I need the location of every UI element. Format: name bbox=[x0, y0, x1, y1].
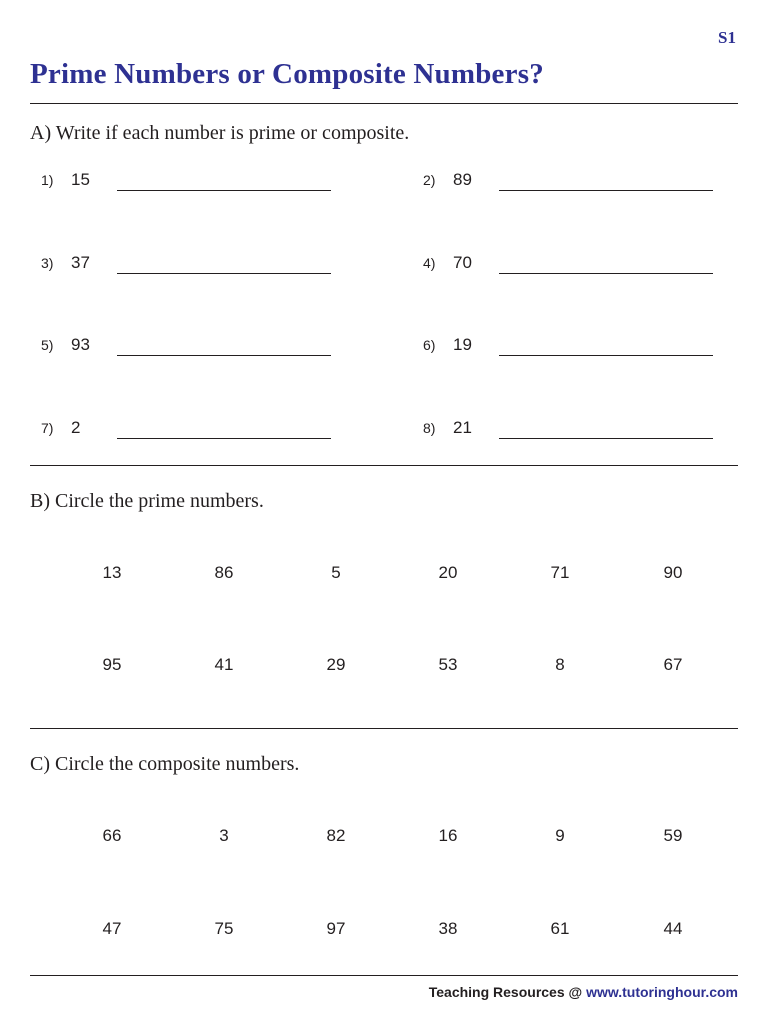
question-item bbox=[423, 418, 743, 446]
answer-line[interactable] bbox=[499, 355, 713, 356]
prime-candidate[interactable]: 71 bbox=[550, 563, 570, 582]
question-index: 2) bbox=[423, 172, 436, 188]
question-number: 19 bbox=[453, 335, 472, 354]
prime-candidate[interactable]: 67 bbox=[663, 655, 683, 674]
prime-candidate[interactable]: 8 bbox=[555, 655, 565, 674]
question-item bbox=[41, 335, 361, 363]
page-title: Prime Numbers or Composite Numbers? bbox=[30, 58, 544, 90]
question-index: 1) bbox=[41, 172, 54, 188]
question-item bbox=[423, 253, 743, 281]
answer-line[interactable] bbox=[117, 438, 331, 439]
composite-candidate[interactable]: 9 bbox=[555, 826, 565, 845]
answer-line[interactable] bbox=[117, 355, 331, 356]
question-index: 5) bbox=[41, 337, 54, 353]
title-divider bbox=[30, 103, 738, 104]
question-item bbox=[41, 170, 361, 198]
footer-divider bbox=[30, 975, 738, 976]
answer-line[interactable] bbox=[499, 438, 713, 439]
prime-candidate[interactable]: 86 bbox=[214, 563, 234, 582]
answer-line[interactable] bbox=[499, 190, 713, 191]
footer-label: Teaching Resources @ bbox=[428, 984, 587, 1000]
question-index: 6) bbox=[423, 337, 436, 353]
question-number: 93 bbox=[71, 335, 90, 354]
composite-candidate[interactable]: 82 bbox=[326, 826, 346, 845]
composite-candidate[interactable]: 3 bbox=[219, 826, 229, 845]
composite-candidate[interactable]: 38 bbox=[438, 919, 458, 938]
section-a-heading: A) Write if each number is prime or composite. bbox=[30, 122, 410, 144]
question-index: 8) bbox=[423, 420, 436, 436]
prime-candidate[interactable]: 95 bbox=[102, 655, 122, 674]
question-item bbox=[423, 335, 743, 363]
question-number: 37 bbox=[71, 253, 90, 272]
prime-candidate[interactable]: 29 bbox=[326, 655, 346, 674]
question-number: 89 bbox=[453, 170, 472, 189]
composite-candidate[interactable]: 75 bbox=[214, 919, 234, 938]
composite-candidate[interactable]: 44 bbox=[663, 919, 683, 938]
answer-line[interactable] bbox=[117, 190, 331, 191]
question-index: 7) bbox=[41, 420, 54, 436]
prime-candidate[interactable]: 53 bbox=[438, 655, 458, 674]
answer-line[interactable] bbox=[499, 273, 713, 274]
question-index: 3) bbox=[41, 255, 54, 271]
composite-candidate[interactable]: 59 bbox=[663, 826, 683, 845]
question-number: 70 bbox=[453, 253, 472, 272]
question-number: 2 bbox=[71, 418, 81, 437]
composite-candidate[interactable]: 16 bbox=[438, 826, 458, 845]
question-number: 15 bbox=[71, 170, 90, 189]
section-a-divider bbox=[30, 465, 738, 466]
section-c-heading: C) Circle the composite numbers. bbox=[30, 753, 300, 775]
answer-line[interactable] bbox=[117, 273, 331, 274]
prime-candidate[interactable]: 13 bbox=[102, 563, 122, 582]
question-item bbox=[423, 170, 743, 198]
prime-candidate[interactable]: 41 bbox=[214, 655, 234, 674]
question-item bbox=[41, 253, 361, 281]
question-item bbox=[41, 418, 361, 446]
set-code: S1 bbox=[718, 28, 736, 47]
composite-candidate[interactable]: 97 bbox=[326, 919, 346, 938]
composite-candidate[interactable]: 61 bbox=[550, 919, 570, 938]
composite-candidate[interactable]: 66 bbox=[102, 826, 122, 845]
prime-candidate[interactable]: 90 bbox=[663, 563, 683, 582]
section-b-heading: B) Circle the prime numbers. bbox=[30, 490, 264, 512]
prime-candidate[interactable]: 20 bbox=[438, 563, 458, 582]
composite-candidate[interactable]: 47 bbox=[102, 919, 122, 938]
footer-credit bbox=[429, 984, 738, 1000]
question-index: 4) bbox=[423, 255, 436, 271]
question-number: 21 bbox=[453, 418, 472, 437]
prime-candidate[interactable]: 5 bbox=[331, 563, 341, 582]
section-b-divider bbox=[30, 728, 738, 729]
footer-site-link[interactable]: www.tutoringhour.com bbox=[586, 984, 738, 1000]
